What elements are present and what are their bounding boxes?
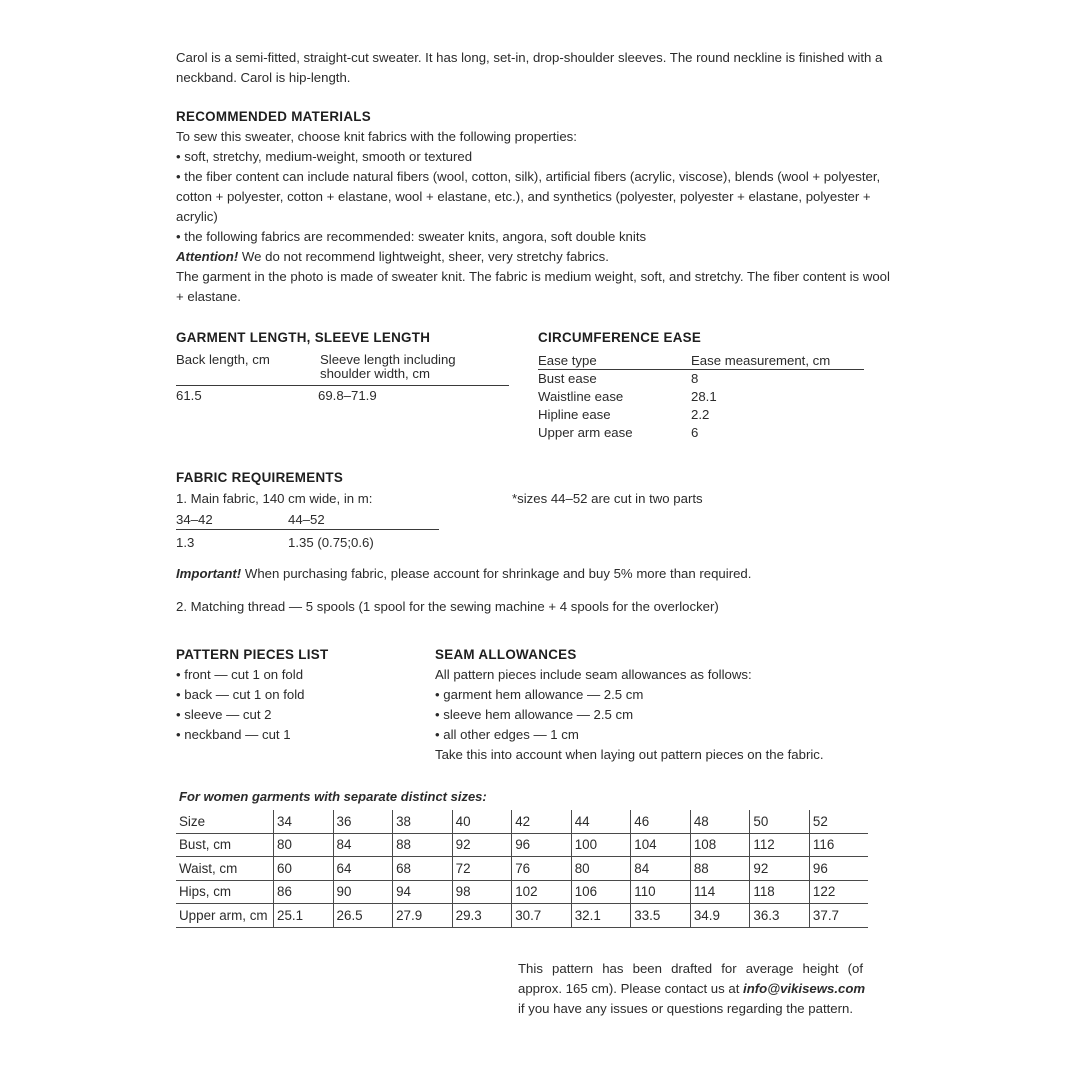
fabric-heading: FABRIC REQUIREMENTS xyxy=(176,470,344,485)
table-cell: 94 xyxy=(393,880,453,904)
ease-type: Bust ease xyxy=(538,371,597,386)
table-cell: 80 xyxy=(571,857,631,881)
table-cell: 32.1 xyxy=(571,904,631,928)
table-cell: 122 xyxy=(809,880,868,904)
main-fabric-line: 1. Main fabric, 140 cm wide, in m: xyxy=(176,491,373,506)
fabric-col1-header: 34–42 xyxy=(176,512,213,527)
table-cell: 68 xyxy=(393,857,453,881)
table-cell: 34.9 xyxy=(690,904,750,928)
table-cell: 36.3 xyxy=(750,904,810,928)
ease-type: Waistline ease xyxy=(538,389,624,404)
table-cell: 72 xyxy=(452,857,512,881)
back-length-value: 61.5 xyxy=(176,388,202,403)
seam-line: • all other edges — 1 cm xyxy=(435,727,579,742)
materials-line: cotton + polyester, cotton + elastane, wool + elastane, etc.), and synthetics (polyester, polyester + elastane, polyester + xyxy=(176,189,871,204)
intro-paragraph xyxy=(176,48,916,88)
materials-heading: RECOMMENDED MATERIALS xyxy=(176,109,372,124)
footer-line: if you have any issues or questions regarding the pattern. xyxy=(518,1001,854,1016)
ease-value: 6 xyxy=(691,425,699,440)
table-cell: 46 xyxy=(631,810,691,833)
fabric-rule xyxy=(176,529,439,530)
footer-note xyxy=(518,959,866,1019)
table-cell: 34 xyxy=(274,810,334,833)
fabric-col1-value: 1.3 xyxy=(176,535,195,550)
table-cell: 60 xyxy=(274,857,334,881)
table-cell: Bust, cm xyxy=(176,833,274,857)
sleeve-length-header xyxy=(320,353,456,381)
important-label: Important! xyxy=(176,566,242,581)
table-row xyxy=(176,833,868,857)
fabric-col2-header: 44–52 xyxy=(288,512,325,527)
piece-item: • back — cut 1 on fold xyxy=(176,687,305,702)
seams-heading: SEAM ALLOWANCES xyxy=(435,647,577,662)
table-cell: 44 xyxy=(571,810,631,833)
ease-row xyxy=(538,370,717,388)
table-cell: 37.7 xyxy=(809,904,868,928)
table-cell: 90 xyxy=(333,880,393,904)
attention-label: Attention! xyxy=(176,249,239,264)
ease-table xyxy=(538,370,717,442)
table-row xyxy=(176,857,868,881)
footer-line: This pattern has been drafted for average height (of xyxy=(518,961,863,976)
seams-section xyxy=(435,645,824,765)
photo-line: The garment in the photo is made of sweater knit. The fabric is medium weight, soft, and stretchy. The fiber content is wool xyxy=(176,269,890,284)
table-cell: 64 xyxy=(333,857,393,881)
table-cell: 110 xyxy=(631,880,691,904)
materials-line: acrylic) xyxy=(176,209,218,224)
footer-line-prefix: approx. 165 cm). Please contact us at xyxy=(518,981,744,996)
table-cell: 36 xyxy=(333,810,393,833)
table-cell: 86 xyxy=(274,880,334,904)
ease-value: 28.1 xyxy=(691,389,717,404)
table-cell: 104 xyxy=(631,833,691,857)
table-cell: 88 xyxy=(393,833,453,857)
table-row xyxy=(176,810,868,833)
attention-text: We do not recommend lightweight, sheer, very stretchy fabrics. xyxy=(238,249,609,264)
garment-length-heading: GARMENT LENGTH, SLEEVE LENGTH xyxy=(176,330,431,345)
table-cell: Size xyxy=(176,810,274,833)
ease-row xyxy=(538,424,717,442)
ease-type-header: Ease type xyxy=(538,353,597,368)
piece-item: • neckband — cut 1 xyxy=(176,727,291,742)
ease-value: 2.2 xyxy=(691,407,710,422)
table-cell: 25.1 xyxy=(274,904,334,928)
table-cell: 84 xyxy=(631,857,691,881)
table-cell: 92 xyxy=(452,833,512,857)
ease-value: 8 xyxy=(691,371,699,386)
fabric-col2-value: 1.35 (0.75;0.6) xyxy=(288,535,374,550)
table-cell: 29.3 xyxy=(452,904,512,928)
table-cell: 48 xyxy=(690,810,750,833)
seam-line: • garment hem allowance — 2.5 cm xyxy=(435,687,644,702)
table-cell: 102 xyxy=(512,880,572,904)
table-cell: 96 xyxy=(809,857,868,881)
table-cell: 92 xyxy=(750,857,810,881)
ease-heading: CIRCUMFERENCE EASE xyxy=(538,330,702,345)
table-cell: Waist, cm xyxy=(176,857,274,881)
important-line xyxy=(176,564,751,584)
sleeve-length-header-line: Sleeve length including xyxy=(320,352,456,367)
footer-line xyxy=(518,979,866,999)
seam-line: All pattern pieces include seam allowances as follows: xyxy=(435,667,752,682)
table-cell: 33.5 xyxy=(631,904,691,928)
photo-line: + elastane. xyxy=(176,289,241,304)
pieces-section xyxy=(176,645,329,745)
table-cell: 30.7 xyxy=(512,904,572,928)
table-cell: 50 xyxy=(750,810,810,833)
table-cell: 106 xyxy=(571,880,631,904)
table-cell: 98 xyxy=(452,880,512,904)
ease-row xyxy=(538,406,717,424)
size-table-caption: For women garments with separate distinct sizes: xyxy=(179,789,487,804)
table-cell: 88 xyxy=(690,857,750,881)
table-cell: 100 xyxy=(571,833,631,857)
table-cell: 42 xyxy=(512,810,572,833)
materials-line: • the fiber content can include natural fibers (wool, cotton, silk), artificial fibers (acrylic, viscose), blends (wool + polyester, xyxy=(176,169,881,184)
attention-line xyxy=(176,247,916,267)
ease-row xyxy=(538,388,717,406)
intro-line: Carol is a semi-fitted, straight-cut sweater. It has long, set-in, drop-shoulder sleeves. The round neckline is finished with a xyxy=(176,50,883,65)
sleeve-length-header-line: shoulder width, cm xyxy=(320,366,430,381)
table-cell: 112 xyxy=(750,833,810,857)
piece-item: • front — cut 1 on fold xyxy=(176,667,304,682)
table-cell: 52 xyxy=(809,810,868,833)
table-cell: 38 xyxy=(393,810,453,833)
piece-item: • sleeve — cut 2 xyxy=(176,707,272,722)
table-cell: 84 xyxy=(333,833,393,857)
materials-line: • the following fabrics are recommended: sweater knits, angora, soft double knits xyxy=(176,229,647,244)
table-cell: Upper arm, cm xyxy=(176,904,274,928)
table-row xyxy=(176,880,868,904)
table-cell: Hips, cm xyxy=(176,880,274,904)
pieces-heading: PATTERN PIECES LIST xyxy=(176,647,329,662)
sleeve-length-value: 69.8–71.9 xyxy=(318,388,377,403)
back-length-header: Back length, cm xyxy=(176,352,270,367)
materials-section xyxy=(176,107,916,307)
seam-line: Take this into account when laying out pattern pieces on the fabric. xyxy=(435,747,824,762)
seam-line: • sleeve hem allowance — 2.5 cm xyxy=(435,707,634,722)
ease-type: Hipline ease xyxy=(538,407,611,422)
table-cell: 116 xyxy=(809,833,868,857)
table-cell: 76 xyxy=(512,857,572,881)
ease-measurement-header: Ease measurement, cm xyxy=(691,353,831,368)
table-row xyxy=(176,904,868,928)
materials-line: • soft, stretchy, medium-weight, smooth or textured xyxy=(176,149,473,164)
table-cell: 96 xyxy=(512,833,572,857)
intro-line: neckband. Carol is hip-length. xyxy=(176,70,351,85)
table-cell: 80 xyxy=(274,833,334,857)
table-cell: 27.9 xyxy=(393,904,453,928)
ease-type: Upper arm ease xyxy=(538,425,633,440)
important-text: When purchasing fabric, please account for shrinkage and buy 5% more than required. xyxy=(241,566,752,581)
size-table xyxy=(176,810,868,928)
table-cell: 118 xyxy=(750,880,810,904)
table-cell: 26.5 xyxy=(333,904,393,928)
sizes-note: *sizes 44–52 are cut in two parts xyxy=(512,491,703,506)
table-cell: 108 xyxy=(690,833,750,857)
table-cell: 114 xyxy=(690,880,750,904)
table-cell: 40 xyxy=(452,810,512,833)
materials-line: To sew this sweater, choose knit fabrics with the following properties: xyxy=(176,129,577,144)
thread-line: 2. Matching thread — 5 spools (1 spool for the sewing machine + 4 spools for the overlocker) xyxy=(176,599,719,614)
materials-list xyxy=(176,127,916,247)
contact-email-link[interactable]: info@vikisews.com xyxy=(743,981,866,996)
